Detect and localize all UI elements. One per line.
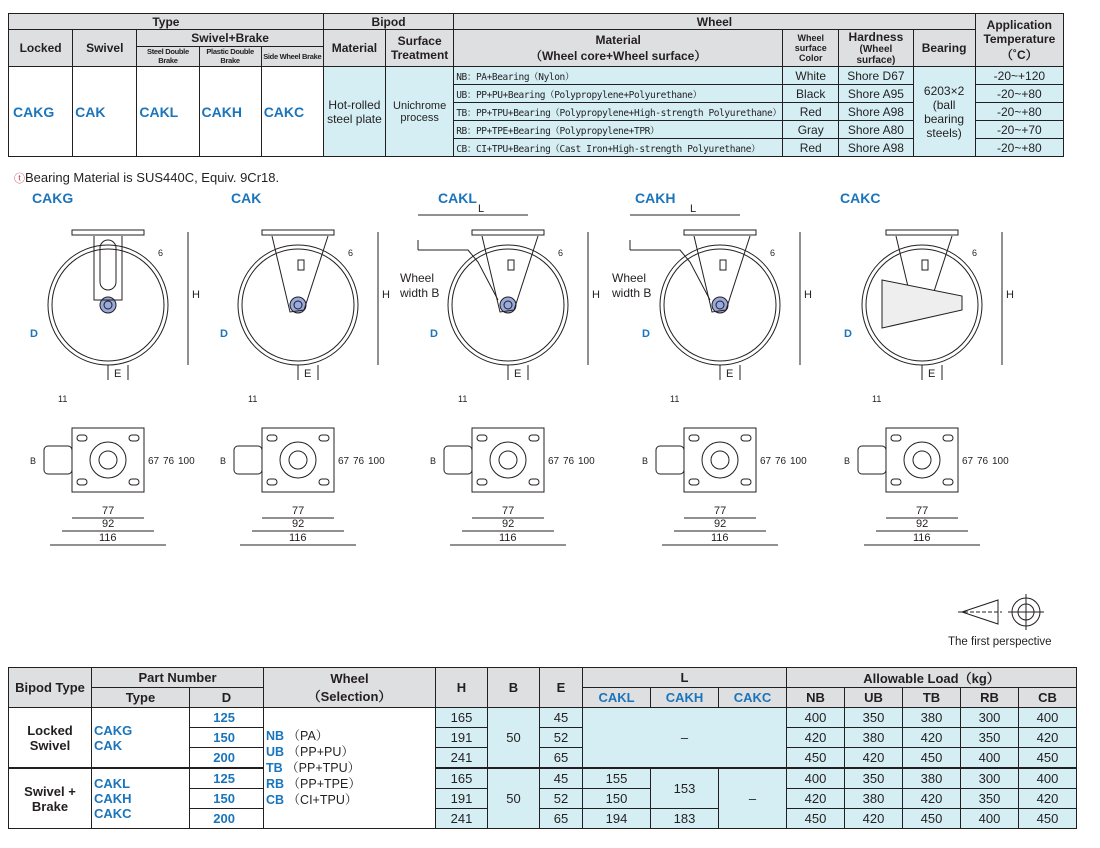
b-dim-label: B <box>642 456 649 466</box>
wheel-width-label: Wheel <box>400 271 435 285</box>
drawing-label-cakh: CAKH <box>635 190 676 206</box>
e-dim-label: E <box>114 368 122 380</box>
dim-92-label: 92 <box>502 518 515 530</box>
mount-slot <box>319 479 329 485</box>
load-value: 420 <box>903 728 961 748</box>
drawing-cakh <box>611 203 812 545</box>
d-dim-label: D <box>220 328 228 340</box>
e-dim-label: E <box>514 368 522 380</box>
drawing-label-cakc: CAKC <box>840 190 881 206</box>
l-cakl-header: CAKL <box>583 688 651 708</box>
mount-slot <box>477 479 487 485</box>
six-dim-label: 6 <box>558 248 564 258</box>
h-value: 165 <box>436 768 488 789</box>
dim-92-label: 92 <box>292 518 305 530</box>
l-cakl-value: 194 <box>583 809 651 829</box>
bearing-note: ⓣBearing Material is SUS440C, Equiv. 9Cr18. <box>14 170 280 185</box>
wheel-width-label: Wheel <box>612 271 647 285</box>
wheel-material-nb: NB：PA+Bearing（Nylon） <box>454 67 783 85</box>
drawing-set <box>30 203 1014 545</box>
h-value: 191 <box>436 728 488 748</box>
d-subheader: D <box>190 688 264 708</box>
load-value: 420 <box>845 809 903 829</box>
top-view-plate <box>886 428 958 492</box>
top-view-wheel-projection <box>656 446 684 474</box>
wheel-header: Wheel <box>454 14 975 30</box>
mount-slot <box>689 479 699 485</box>
wheel-color: White <box>783 67 839 85</box>
mount-slot <box>267 479 277 485</box>
e-value: 65 <box>540 809 583 829</box>
bipod-type-locked-swivel: Locked Swivel <box>9 708 92 769</box>
b-dim-label: B <box>844 456 851 466</box>
type-cakg: CAKG <box>9 67 73 157</box>
mount-slot <box>529 435 539 441</box>
mount-slot <box>129 479 139 485</box>
mount-slot <box>129 435 139 441</box>
drawing-label-cakg: CAKG <box>32 190 74 206</box>
b-dim-label: B <box>220 456 227 466</box>
h-dim-label: H <box>804 289 812 301</box>
hardness-header: Hardness (Wheel surface) <box>839 30 913 67</box>
locked-header: Locked <box>9 30 73 67</box>
first-angle-projection-icon <box>958 594 1048 630</box>
type-list-brake: CAKL CAKH CAKC <box>92 768 190 829</box>
dim-92-label: 92 <box>102 518 115 530</box>
load-value: 420 <box>1019 728 1077 748</box>
drawing-cakl <box>399 203 600 545</box>
dim-76-label: 76 <box>563 456 575 467</box>
e-dim-label: E <box>304 368 312 380</box>
e-dim-label: E <box>928 368 936 380</box>
dim-77-label: 77 <box>502 505 515 517</box>
type-subheader: Type <box>92 688 190 708</box>
wheel-color: Red <box>783 103 839 121</box>
eleven-dim-label: 11 <box>872 394 882 404</box>
top-view-wheel-projection <box>234 446 262 474</box>
dim-77-label: 77 <box>714 505 727 517</box>
top-plate <box>262 230 334 235</box>
d-dim-label: D <box>642 328 650 340</box>
six-dim-label: 6 <box>158 248 164 258</box>
load-value: 420 <box>787 728 845 748</box>
type-cakh: CAKH <box>199 67 261 157</box>
dim-100-label: 100 <box>368 456 385 467</box>
l-cakl-value: 150 <box>583 789 651 809</box>
mount-slot <box>943 479 953 485</box>
load-value: 450 <box>903 748 961 769</box>
wheel-material-ub: UB：PP+PU+Bearing（Polypropylene+Polyurethane） <box>454 85 783 103</box>
axle-hub <box>100 297 116 313</box>
l-header: L <box>583 668 787 688</box>
d-value: 150 <box>190 728 264 748</box>
load-value: 400 <box>787 768 845 789</box>
load-value: 380 <box>845 789 903 809</box>
dim-100-label: 100 <box>992 456 1009 467</box>
drawing-label-cakl: CAKL <box>438 190 477 206</box>
wheel-material-rb: RB：PP+TPE+Bearing（Polypropylene+TPR） <box>454 121 783 139</box>
swivel-brake-header: Swivel+Brake <box>137 30 324 47</box>
wheel-selection-list: NB （PA） UB （PP+PU） TB （PP+TPU） RB （PP+TPE） CB （CI+TPU） <box>264 708 436 829</box>
h-value: 241 <box>436 809 488 829</box>
top-view-wheel-projection <box>444 446 472 474</box>
dim-116-label: 116 <box>289 532 307 544</box>
dim-116-label: 116 <box>99 532 117 544</box>
load-value: 400 <box>1019 708 1077 728</box>
top-view-kingpin <box>280 442 316 478</box>
load-rb-header: RB <box>961 688 1019 708</box>
surface-treatment: Unichrome process <box>386 67 454 157</box>
type-list-locked: CAKG CAK <box>92 708 190 769</box>
bipod-type-header: Bipod Type <box>9 668 92 708</box>
load-value: 420 <box>1019 789 1077 809</box>
mount-slot <box>891 479 901 485</box>
wheel-color: Gray <box>783 121 839 139</box>
e-header: E <box>540 668 583 708</box>
perspective-label: The first perspective <box>948 636 1052 648</box>
app-temp-header: Application Temperature （˚C） <box>975 14 1063 67</box>
load-value: 400 <box>787 708 845 728</box>
dim-116-label: 116 <box>499 532 517 544</box>
load-value: 420 <box>845 748 903 769</box>
b-dim-label: B <box>430 456 437 466</box>
wheel-color-header: Wheel surface Color <box>783 30 839 67</box>
eleven-dim-label: 11 <box>248 394 258 404</box>
load-value: 400 <box>1019 768 1077 789</box>
load-value: 420 <box>787 789 845 809</box>
top-view-bolt <box>499 451 517 469</box>
fork-slot <box>100 240 116 290</box>
dim-77-label: 77 <box>102 505 115 517</box>
dim-100-label: 100 <box>178 456 195 467</box>
dim-76-label: 76 <box>977 456 989 467</box>
type-cakc: CAKC <box>261 67 323 157</box>
h-dim-label: H <box>592 289 600 301</box>
temp-value: -20~+80 <box>975 85 1063 103</box>
load-value: 300 <box>961 708 1019 728</box>
load-ub-header: UB <box>845 688 903 708</box>
e-value: 65 <box>540 748 583 769</box>
b-dim-label: B <box>30 456 37 466</box>
eleven-dim-label: 11 <box>458 394 468 404</box>
dim-77-label: 77 <box>292 505 305 517</box>
six-dim-label: 6 <box>348 248 354 258</box>
steel-double-brake-header: Steel Double Brake <box>137 46 199 66</box>
part-number-header: Part Number <box>92 668 264 688</box>
top-plate <box>472 230 544 235</box>
mount-slot <box>529 479 539 485</box>
load-value: 380 <box>903 708 961 728</box>
load-value: 420 <box>903 789 961 809</box>
wheel-material-header: Material （Wheel core+Wheel surface） <box>454 30 783 67</box>
plastic-double-brake-header: Plastic Double Brake <box>199 46 261 66</box>
h-header: H <box>436 668 488 708</box>
top-view-kingpin <box>90 442 126 478</box>
wheel-hardness: Shore D67 <box>839 67 913 85</box>
wheel-hardness: Shore A95 <box>839 85 913 103</box>
d-dim-label: D <box>430 328 438 340</box>
bearing-header: Bearing <box>913 30 975 67</box>
temp-value: -20~+120 <box>975 67 1063 85</box>
bipod-header: Bipod <box>323 14 453 30</box>
dim-100-label: 100 <box>790 456 807 467</box>
load-value: 350 <box>961 728 1019 748</box>
top-view-bolt <box>289 451 307 469</box>
top-view-plate <box>72 428 144 492</box>
top-view-plate <box>684 428 756 492</box>
load-value: 450 <box>1019 748 1077 769</box>
b-value: 50 <box>488 768 540 829</box>
top-view-plate <box>472 428 544 492</box>
load-value: 380 <box>903 768 961 789</box>
mount-slot <box>77 435 87 441</box>
bipod-type-swivel-brake: Swivel + Brake <box>9 768 92 829</box>
load-value: 350 <box>961 789 1019 809</box>
fork-window <box>298 260 304 270</box>
type-cak: CAK <box>73 67 137 157</box>
mount-slot <box>943 435 953 441</box>
bearing-value: 6203×2 (ball bearing steels) <box>913 67 975 157</box>
load-value: 350 <box>845 708 903 728</box>
wheel-color: Black <box>783 85 839 103</box>
dim-67-label: 67 <box>338 456 350 467</box>
load-value: 350 <box>845 768 903 789</box>
dim-67-label: 67 <box>760 456 772 467</box>
l-cakh-value: 183 <box>651 809 719 829</box>
d-value: 125 <box>190 708 264 728</box>
top-view-wheel-projection <box>858 446 886 474</box>
wheel-hardness: Shore A98 <box>839 103 913 121</box>
dim-67-label: 67 <box>548 456 560 467</box>
d-dim-label: D <box>844 328 852 340</box>
e-value: 45 <box>540 768 583 789</box>
drawing-cakc <box>844 230 1014 545</box>
d-value: 200 <box>190 748 264 769</box>
l-cakl-value: 155 <box>583 768 651 789</box>
six-dim-label: 6 <box>770 248 776 258</box>
l-value-dash: – <box>583 708 787 769</box>
temp-value: -20~+80 <box>975 103 1063 121</box>
side-brake-guard <box>882 280 962 328</box>
load-tb-header: TB <box>903 688 961 708</box>
dim-100-label: 100 <box>578 456 595 467</box>
temp-value: -20~+70 <box>975 121 1063 139</box>
top-plate <box>72 230 144 235</box>
wheel-selection-header: Wheel （Selection） <box>264 668 436 708</box>
drawing-cak <box>220 230 390 545</box>
load-value: 450 <box>1019 809 1077 829</box>
h-dim-label: H <box>192 289 200 301</box>
h-dim-label: H <box>382 289 390 301</box>
load-nb-header: NB <box>787 688 845 708</box>
load-value: 380 <box>845 728 903 748</box>
bipod-material: Hot-rolled steel plate <box>323 67 385 157</box>
l-cakc-value: – <box>719 768 787 829</box>
mount-slot <box>319 435 329 441</box>
l-cakh-header: CAKH <box>651 688 719 708</box>
dim-67-label: 67 <box>148 456 160 467</box>
d-value: 125 <box>190 768 264 789</box>
top-plate <box>886 230 958 235</box>
load-cb-header: CB <box>1019 688 1077 708</box>
top-view-bolt <box>711 451 729 469</box>
allowable-load-header: Allowable Load（kg） <box>787 668 1077 688</box>
temp-value: -20~+80 <box>975 139 1063 157</box>
type-header: Type <box>9 14 324 30</box>
top-view-wheel-projection <box>44 446 72 474</box>
load-value: 400 <box>961 748 1019 769</box>
eleven-dim-label: 11 <box>58 394 68 404</box>
load-value: 450 <box>903 809 961 829</box>
six-dim-label: 6 <box>972 248 978 258</box>
top-view-bolt <box>913 451 931 469</box>
l-dim-label: L <box>478 203 485 215</box>
mount-slot <box>741 435 751 441</box>
dim-76-label: 76 <box>353 456 365 467</box>
l-cakc-header: CAKC <box>719 688 787 708</box>
wheel-hardness: Shore A80 <box>839 121 913 139</box>
wheel-width-label: width B <box>612 286 652 300</box>
e-value: 45 <box>540 708 583 728</box>
l-cakh-value: 153 <box>651 768 719 809</box>
h-value: 241 <box>436 748 488 769</box>
load-value: 400 <box>961 809 1019 829</box>
top-plate <box>684 230 756 235</box>
h-value: 165 <box>436 708 488 728</box>
drawing-cakg <box>30 230 200 545</box>
eleven-dim-label: 11 <box>670 394 680 404</box>
dim-67-label: 67 <box>962 456 974 467</box>
d-dim-label: D <box>30 328 38 340</box>
e-value: 52 <box>540 789 583 809</box>
info-icon: ⓣ <box>14 173 25 185</box>
side-wheel-brake-header: Side Wheel Brake <box>261 46 323 66</box>
drawing-label-cak: CAK <box>231 190 262 206</box>
dim-116-label: 116 <box>913 532 931 544</box>
swivel-header: Swivel <box>73 30 137 67</box>
h-dim-label: H <box>1006 289 1014 301</box>
d-value: 150 <box>190 789 264 809</box>
top-view-kingpin <box>904 442 940 478</box>
mount-slot <box>477 435 487 441</box>
wheel-hardness: Shore A98 <box>839 139 913 157</box>
b-header: B <box>488 668 540 708</box>
dim-76-label: 76 <box>163 456 175 467</box>
wheel-width-label: width B <box>400 286 440 300</box>
top-view-kingpin <box>702 442 738 478</box>
material-header: Material <box>323 30 385 67</box>
load-value: 450 <box>787 809 845 829</box>
top-view-plate <box>262 428 334 492</box>
dim-116-label: 116 <box>711 532 729 544</box>
h-value: 191 <box>436 789 488 809</box>
fork-window <box>720 260 726 270</box>
mount-slot <box>689 435 699 441</box>
load-value: 300 <box>961 768 1019 789</box>
d-value: 200 <box>190 809 264 829</box>
dim-92-label: 92 <box>714 518 727 530</box>
l-dim-label: L <box>690 203 697 215</box>
top-view-kingpin <box>490 442 526 478</box>
mount-slot <box>891 435 901 441</box>
fork-window <box>922 260 928 270</box>
e-dim-label: E <box>726 368 734 380</box>
top-view-bolt <box>99 451 117 469</box>
surface-treatment-header: Surface Treatment <box>386 30 454 67</box>
part-number-table <box>8 667 1077 829</box>
dim-76-label: 76 <box>775 456 787 467</box>
load-value: 450 <box>787 748 845 769</box>
mount-slot <box>267 435 277 441</box>
mount-slot <box>741 479 751 485</box>
wheel-color: Red <box>783 139 839 157</box>
type-cakl: CAKL <box>137 67 199 157</box>
mount-slot <box>77 479 87 485</box>
fork-window <box>508 260 514 270</box>
dim-92-label: 92 <box>916 518 929 530</box>
dim-77-label: 77 <box>916 505 929 517</box>
b-value: 50 <box>488 708 540 769</box>
wheel-material-cb: CB：CI+TPU+Bearing（Cast Iron+High-strength Polyurethane） <box>454 139 783 157</box>
e-value: 52 <box>540 728 583 748</box>
wheel-material-tb: TB：PP+TPU+Bearing（Polypropylene+High-strength Polyurethane） <box>454 103 783 121</box>
